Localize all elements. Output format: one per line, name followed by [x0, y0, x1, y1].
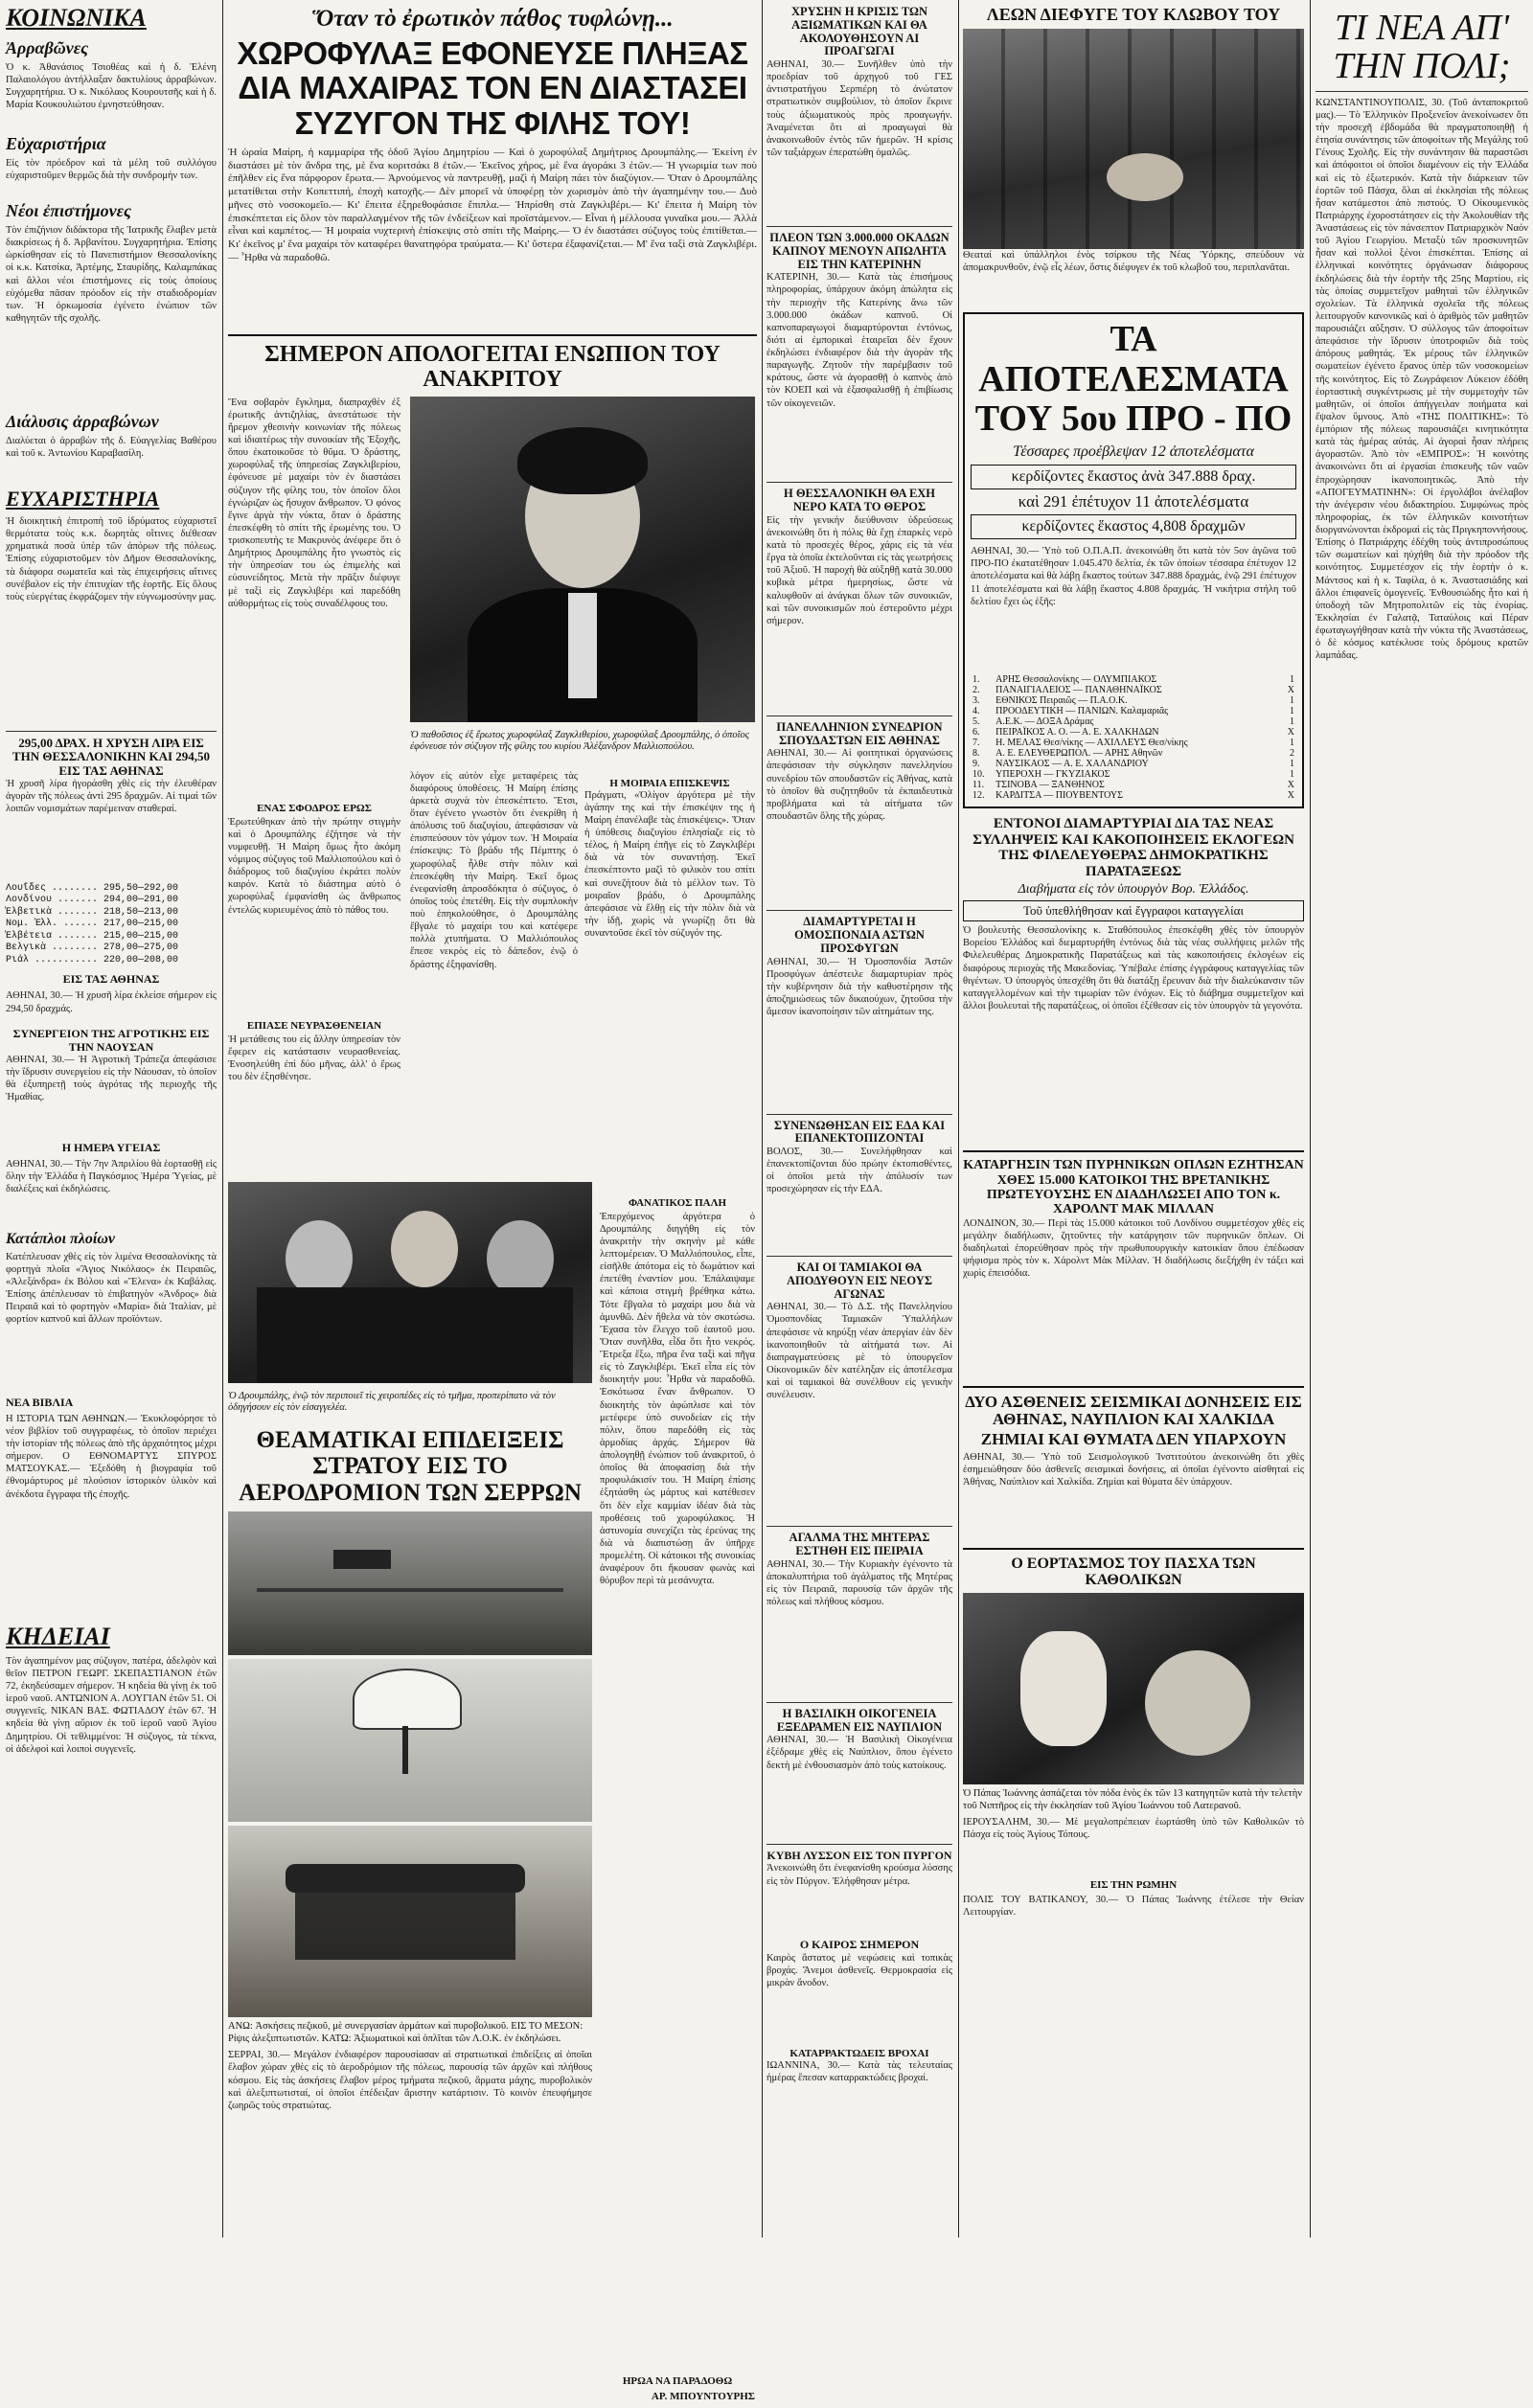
section-hero: ΗΡΩΑ ΝΑ ΠΑΡΑΔΟΘΩ	[622, 2374, 733, 2387]
coop-text: ΑΘΗΝΑΙ, 30.— Ἡ Ἀγροτικὴ Τράπεζα ἀπεφάσισε τὴν ἵδρυσιν συνεργείου εἰς τὴν Νάουσαν, τὸ ὁποῖον θὰ ἐξυπηρετῇ τοὺς ἀγρότας τῆς περιοχῆς τῆς Ἡμαθίας.	[6, 1054, 217, 1103]
result-sign: 1	[1290, 769, 1294, 781]
column-rule	[222, 0, 223, 2238]
main-lower-area	[228, 1182, 757, 2408]
right-headline: ΤΙ ΝΕΑ ΑΠ' ΤΗΝ ΠΟΛΙ;	[1333, 8, 1511, 86]
propo-title-2: ΤΟΥ 5ου ΠΡΟ - ΠΟ	[974, 398, 1293, 440]
result-sign: 1	[1290, 674, 1294, 686]
propo-line-3: κερδίζοντες ἕκαστος 4,808 δραχμῶν	[971, 514, 1296, 539]
col4	[963, 0, 1304, 2238]
main-body-col4: Ἐπερχόμενος ἀργότερα ὁ Δρουμπάλης διηγήθη εἰς τὸν ἀνακριτὴν τὴν σκηνὴν μὲ κάθε λεπτομέρειαν. Ὁ Μαλλιόπουλος, εἶπε, εἰσῆλθε ἀπότομα εἰς τὸ δωμάτιον καὶ ἐπετέθη ἐναντίον μου. Ἐπάλαιψαμε καὶ κάποια στιγμὴ βρέθηκα κάτω. Τότε ἔβγαλα τὸ μαχαίρι μου διὰ νὰ ἀμυνθῶ. Δὲν ἤθελα νὰ τὸν σκοτώσω. Ἔχασα τὸν ἔλεγχο τοῦ ἑαυτοῦ μου. Ὅταν συνῆλθα, εἶδα ὅτι ἦτο νεκρός. Ἔτρεξα ἔξω, πῆρα ἕνα ταξὶ καὶ πῆγα εἰς τὸ Ζαγκλιβέρι. Ἐκεῖ εἶπα εἰς τὸν διοικητήν μου: Ἦρθα νὰ παραδοθῶ. Ἐσκότωσα ἕναν ἄνθρωπον. Ὁ διοικητὴς τὸν ἀφώπλισε καὶ τὸν μετέφερε ὑπὸ συνοδείαν εἰς τὴν πόλιν, ὅπου παρεδόθη εἰς τὰς ἀρμοδίας ἀρχάς. Σήμερον θὰ ἀπολογηθῇ ἐνώπιον τοῦ ἀνακριτοῦ, ὁ ὁποῖος θὰ ἀποφασίσῃ διὰ τὴν προφυλάκισίν του. Ἡ Μαίρη ἐπίσης ἐξητάσθη ὡς μάρτυς καὶ κατέθεσεν ὅτι δὲν εἶχε καμμίαν ἰδέαν διὰ τὰς προθέσεις τοῦ χωροφύλακος. Ἡ ἀστυνομία συνεχίζει τὰς ἐρεύνας της διὰ νὰ διαπιστώσῃ ἂν ὑπῆρχε προμελέτη. Οἱ κάτοικοι τῆς συνοικίας ἀναφέρουν ὅτι ἤκουσαν φωνὰς καὶ θόρυβον περὶ τὰ μεσάνυχτα.	[600, 1211, 755, 1587]
result-row	[971, 790, 1296, 801]
thanks-text: Εἰς τὸν πρόεδρον καὶ τὰ μέλη τοῦ συλλόγου εὐχαριστοῦμεν θερμῶς διὰ τὴν συνδρομήν των.	[6, 158, 217, 182]
main-kicker: Ὅταν τὸ ἐρωτικὸν πάθος τυφλώνῃ...	[311, 6, 674, 32]
protest-story	[963, 816, 1304, 1145]
engagements-heading: Ἀρραβῶνες	[6, 38, 89, 57]
eda-headline: ΣΥΝΕΝΩΘΗΣΑΝ ΕΙΣ ΕΔΑ ΚΑΙ ΕΠΑΝΕΚΤΟΠΙΖΟΝΤΑΙ	[773, 1118, 946, 1146]
easter-caption: Ὁ Πάπας Ἰωάννης ἀσπάζεται τὸν πόδα ἑνὸς ἐκ τῶν 13 κατηγητῶν κατὰ τὴν τελετὴν τοῦ Νιπτῆρος εἰς τὴν ἐκκλησίαν τοῦ Ἁγίου Ἰωάννου τοῦ Λατερανοῦ.	[963, 1788, 1302, 1811]
athens-gold-text: ΑΘΗΝΑΙ, 30.— Ἡ χρυσῆ λίρα ἐκλείσε σήμερον εἰς 294,50 δραχμάς.	[6, 990, 217, 1014]
social-heading: ΚΟΙΝΩΝΙΚΑ	[6, 4, 147, 32]
books-heading: ΝΕΑ ΒΙΒΛΙΑ	[6, 1395, 74, 1409]
result-row	[971, 695, 1296, 706]
propo-text: ΑΘΗΝΑΙ, 30.— Ὑπὸ τοῦ Ο.Π.Α.Π. ἀνεκοινώθη ὅτι κατὰ τὸν 5ον ἀγῶνα τοῦ ΠΡΟ-ΠΟ ἐκατατέθησαν 1.045.470 δελτία, ἐκ τῶν ὁποίων τέσσαρα ἐπέτυχον 12 ἀποτελέσματα καὶ θὰ λάβῃ ἕκαστος τούτων 347.888 δραχμάς, ἐνῷ 291 ἐπέτυχον 11 ἀποτελέσματα καὶ θὰ λάβῃ ἕκαστος 4.808 δραχμάς. Ἡ νικήτρια στήλη τοῦ δελτίου ἔχει ὡς ἑξῆς:	[971, 546, 1296, 607]
result-match: Η. ΜΕΛΑΣ Θεσ/νίκης — ΑΧΙΛΛΕΥΣ Θεσ/νίκης	[995, 738, 1188, 749]
ships-heading: Κατάπλοι πλοίων	[6, 1230, 115, 1247]
result-sign: 1	[1290, 759, 1294, 770]
students-headline: ΠΑΝΕΛΛΗΝΙΟΝ ΣΥΝΕΔΡΙΟΝ ΣΠΟΥΔΑΣΤΩΝ ΕΙΣ ΑΘΗΝΑΣ	[776, 719, 943, 747]
result-number: 7.	[972, 738, 980, 749]
news-column	[766, 0, 952, 2238]
result-number: 3.	[972, 695, 980, 707]
lion-photo	[963, 29, 1304, 249]
result-match: ΠΡΟΟΔΕΥΤΙΚΗ — ΠΑΝΙΩΝ. Καλαμαριᾶς	[995, 706, 1169, 717]
result-row	[971, 759, 1296, 769]
result-row	[971, 674, 1296, 685]
main-story	[228, 0, 757, 2402]
royal-headline: Η ΒΑΣΙΛΙΚΗ ΟΙΚΟΓΕΝΕΙΑ ΕΞΕΔΡΑΜΕΝ ΕΙΣ ΝΑΥΠΛΙΟΝ	[776, 1706, 943, 1734]
result-match: ΚΑΡΔΙΤΣΑ — ΠΙΟΥΒΕΝΤΟΥΣ	[995, 790, 1123, 802]
nuke-headline: ΚΑΤΑΡΓΗΣΙΝ ΤΩΝ ΠΥΡΗΝΙΚΩΝ ΟΠΛΩΝ ΕΖΗΤΗΣΑΝ ΧΘΕΣ 15.000 ΚΑΤΟΙΚΟΙ ΤΗΣ ΒΡΕΤΑΝΙΚΗΣ ΠΡΩΤΕΥΟΥΣΗΣ ΕΝ ΔΙΑΔΗΛΩΣΕΙ ΑΠΟ ΤΟΝ κ. ΧΑΡΟΛΝΤ ΜΑΚ ΜΙΛΛΑΝ	[963, 1158, 1304, 1217]
result-match: Α.Ε.Κ. — ΔΟΞΑ Δράμας	[995, 716, 1094, 728]
result-sign: 1	[1290, 716, 1294, 728]
rabies-text: Ἀνεκοινώθη ὅτι ἐνεφανίσθη κρούσμα λύσσης εἰς τὸν Πύργον. Ἐλήφθησαν μέτρα.	[766, 1863, 952, 1887]
left-column	[6, 0, 217, 2238]
result-number: 5.	[972, 716, 980, 728]
main-body-col3: Πράγματι, «Ὀλίγον ἀργότερα μὲ τὴν ἀγάπην της καὶ τὴν ἐπισκέψιν της ἡ Μαίρη ἐπανέλαβε τὰς ἐπισκέψεις». Ὅταν ἡ ὑπόθεσις διαζυγίου ἐπλησίαζε εἰς τὸ τέλος, ἡ Μαίρη ἐπῆγε εἰς τὸ Ζαγκλιβέρι διὰ νὰ τὸν συναντήσῃ. Ἐκεῖ ἐπεσκέπτοντο μαζὶ τὸ φιλικὸν του σπίτι καὶ συνεζήτουν διὰ τὸ μέλλον των. Τὸ μοιραῖον βράδυ, ὁ Δρουμπάλης ἀπεφάσισε νὰ ἔλθῃ εἰς τὴν πόλιν διὰ νὰ τὴν ἰδῇ, χωρὶς νὰ γνωρίζῃ ὅτι θὰ συναντοῦσε ἐκεῖ τὸν σύζυγόν της.	[584, 789, 755, 940]
gold-text: Ἡ χρυσῆ λίρα ἠγοράσθη χθὲς εἰς τὴν ἐλευθέραν ἀγορὰν τῆς πόλεως ἀντὶ 295 δραχμῶν. Αἱ τιμαὶ τῶν λοιπῶν νομισμάτων παρέμειναν σταθεραί.	[6, 778, 217, 815]
result-match: ΝΑΥΣΙΚΑΟΣ — Α. Ε. ΧΑΛΑΝΔΡΙΟΥ	[995, 759, 1149, 770]
propo-sub: Τέσσαρες προέβλεψαν 12 ἀποτελέσματα	[1013, 443, 1254, 461]
scientists-heading: Νέοι ἐπιστήμονες	[6, 201, 132, 220]
gratitude-text: Ἡ διοικητικὴ ἐπιτροπὴ τοῦ ἱδρύματος εὐχαριστεῖ θερμότατα τοὺς κ.κ. δωρητὰς οἵτινες διέθεσαν χρηματικὰ ποσὰ ὑπὲρ τῶν ἀπόρων τῆς πόλεως. Ἐπίσης εὐχαριστοῦμεν τὸν Δῆμον Θεσσαλονίκης, τὰ διάφορα σωματεῖα καὶ τὰς ἐπιχειρήσεις αἵτινες συνέβαλον εἰς τὴν ἐπιτυχίαν τῆς ἑορτῆς. Εἰς ὅλους τοὺς εὐεργέτας ἐκφράζομεν τὴν εὐγνωμοσύνην μας.	[6, 516, 217, 602]
army-text: ΣΕΡΡΑΙ, 30.— Μεγάλον ἐνδιαφέρον παρουσίασαν αἱ στρατιωτικαὶ ἐπιδείξεις αἱ ὁποῖαι ἔλαβον χώραν χθὲς εἰς τὸ ἀεροδρόμιον τῆς πόλεως, παρουσίᾳ τῶν ἀρχῶν καὶ πλήθους κόσμου. Εἰς τὰς ἀσκήσεις ἔλαβον μέρος τμήματα πεζικοῦ, ἅρματα μάχης, πυροβολικὸν καὶ ἀλεξιπτωτισταί, οἱ ὁποῖοι ἐπέδειξαν ἄριστην κατάρτισιν. Τὸ κοινὸν ἐπευφήμησε ζωηρῶς τοὺς στρατιώτας.	[228, 2050, 592, 2111]
weather-headline: Ο ΚΑΙΡΟΣ ΣΗΜΕΡΟΝ	[799, 1938, 920, 1952]
result-match: ΕΘΝΙΚΟΣ Πειραιῶς — Π.Α.Ο.Κ.	[995, 695, 1128, 707]
propo-line-1: κερδίζοντες ἕκαστος ἀνὰ 347.888 δραχ.	[971, 465, 1296, 489]
army-story	[228, 1427, 592, 2193]
result-sign: 1	[1290, 695, 1294, 707]
nuke-text: ΛΟΝΔΙΝΟΝ, 30.— Περὶ τὰς 15.000 κάτοικοι τοῦ Λονδίνου συμμετέσχον χθὲς εἰς μεγάλην διαδήλωσιν, ζητοῦντες τὴν κατάργησιν τῶν πυρηνικῶν ὅπλων. Οἱ διαδηλωταὶ ἐπορεύθησαν πρὸς τὴν πρωθυπουργικὴν κατοικίαν ὅπου ἐπέδωσαν ψήφισμα πρὸς τὸν κ. Χάρολντ Μὰκ Μίλλαν. Ἡ διαδήλωσις διεξήχθη ἐν τάξει καὶ χωρὶς ἐπεισόδια.	[963, 1217, 1304, 1280]
result-match: ΥΠΕΡΟΧΗ — ΓΚΥΖΙΑΚΟΣ	[995, 769, 1110, 781]
result-number: 6.	[972, 727, 980, 738]
main-body-area	[228, 397, 757, 1182]
result-number: 11.	[972, 780, 985, 791]
propo-title-1: ΤΑ ΑΠΟΤΕΛΕΣΜΑΤΑ	[978, 318, 1289, 399]
result-sign: 2	[1290, 748, 1294, 760]
army-photo-tanks	[228, 1511, 592, 1655]
officers-text: ΑΘΗΝΑΙ, 30.— Συνῆλθεν ὑπὸ τὴν προεδρίαν τοῦ ἀρχηγοῦ τοῦ ΓΕΣ ἀντιστρατήγου Σερπιέρη τὸ ἀνώτατον στρατιωτικὸν συμβούλιον, τὸ ὁποῖον ἔκρινε τοὺς ἀξιωματικοὺς πρὸς προαγωγήν. Ἀναμένεται ὅτι αἱ προαγωγαὶ θὰ ἀνακοινωθοῦν ἐντὸς τῶν ἡμερῶν. Ἡ κρίσις τῶν ταξιάρχων ἐπερατώθη ὁμαλῶς.	[766, 59, 952, 158]
weather-text: Καιρὸς ἄστατος μὲ νεφώσεις καὶ τοπικὰς βροχάς. Ἄνεμοι ἀσθενεῖς. Θερμοκρασία εἰς μικρὰν ἄνοδον.	[766, 1952, 952, 1988]
thanks-heading: Εὐχαριστήρια	[6, 134, 106, 153]
result-number: 8.	[972, 748, 980, 760]
statue-text: ΑΘΗΝΑΙ, 30.— Τὴν Κυριακὴν ἐγένοντο τὰ ἀποκαλυπτήρια τοῦ ἀγάλματος τῆς Μητέρας εἰς τὸν Πειραιᾶ, παρουσίᾳ τῶν ἀρχῶν τῆς πόλεως καὶ πλήθους κόσμου.	[766, 1558, 952, 1608]
scientists-text: Τὸν ἐπιζήνιον διδάκτορα τῆς Ἰατρικῆς ἔλαβεν μετὰ διακρίσεως ἡ δ. Ἀρβανίτου. Συγχαρητήρια. Ἐπίσης ὠρκίσθησαν εἰς τὸ Πανεπιστήμιον Θεσσαλονίκης οἱ κ.κ. Κατσίκα, Ἀρτέμης, Σταυρίδης, Καλαμπάκας καὶ ἄλλοι νέοι ἐπιστήμονες εἰς τοὺς ὁποίους εὐχόμεθα πᾶσαν πρόοδον εἰς τὴν σταδιοδρομίαν των. Ἡ ὁρκωμοσία ἐγένετο ἐνώπιον τῶν καθηγητῶν τῆς σχολῆς.	[6, 225, 217, 324]
result-sign: 1	[1290, 706, 1294, 717]
protest-sub-2: Τοῦ ὑπεθλήθησαν καὶ ἔγγραφοι καταγγελίαι	[963, 900, 1304, 921]
result-sign: X	[1287, 727, 1294, 738]
result-sign: X	[1287, 780, 1294, 791]
health-text: ΑΘΗΝΑΙ, 30.— Τὴν 7ην Ἀπριλίου θὰ ἑορτασθῇ εἰς ὅλην τὴν Ἑλλάδα ἡ Παγκόσμιος Ἡμέρα Ὑγείας, μὲ διαλέξεις καὶ ἐκδηλώσεις.	[6, 1158, 217, 1195]
result-number: 12.	[972, 790, 985, 802]
coop-heading: ΣΥΝΕΡΓΕΙΟΝ ΤΗΣ ΑΓΡΟΤΙΚΗΣ ΕΙΣ ΤΗΝ ΝΑΟΥΣΑΝ	[12, 1027, 210, 1054]
result-sign: X	[1287, 790, 1294, 802]
result-number: 2.	[972, 685, 980, 696]
main-body-col2: λόγον εἰς αὐτὸν εἶχε μεταφέρεις τὰς διαφόρους ὑποθέσεις. Ἡ Μαίρη ἐπίσης ἀρκετὰ συχνὰ τὸν ἐπεσκέπτετο. Ἔτσι, ὅταν ἐγένετο γνωστὸν ὅτι ἐνεκρίθη ἡ ἀπόλυσις τοῦ διαζυγίου, ἀπεφάσισαν νὰ ἐπισπεύσουν τὸν γάμον των. Ἡ Μοιραία ἐπίσκεψις: Τὸ βράδυ τῆς Πέμπτης ὁ χωροφύλαξ ἦλθε στὴν πόλιν καὶ ἐπεσκέφθη τὴν Μαίρη. Ἐκεῖ ὅμως ἐνεφανίσθη ἀπροσδόκητα ὁ σύζυγος, ὁ ὁποῖος τοὺς ἐπετέθη. Εἰς τὴν συμπλοκὴν ποὺ ἐπηκολούθησε, ὁ Δρουμπάλης ἔβγαλε τὸ μαχαίρι του καὶ κατέφερε πολλὰ χτυπήματα. Ὁ Μαλλιόπουλος ἔπεσε νεκρὸς εἰς τὸ δάπεδον, ἐνῷ ὁ δράστης ἐξηφανίσθη.	[410, 770, 578, 970]
arrest-photo	[228, 1182, 592, 1383]
protest-text: Ὁ βουλευτὴς Θεσσαλονίκης κ. Σταθόπουλος ἐπεσκέφθη χθὲς τὸν ὑπουργὸν Βορείου Ἑλλάδος καὶ διεμαρτυρήθη ἐντόνως διὰ τὰς νέας συλλήψεις μελῶν τῆς Φιλελευθέρας Δημοκρατικῆς Παρατάξεως καὶ τὰς κακοποιήσεις ἐκλογέων εἰς διαφόρους περιοχὰς τῆς Μακεδονίας. Ὑπέβαλε ἐπίσης ἐγγράφους καταγγελίας τῶν θιγέντων. Ὁ ὑπουργὸς ὑπεσχέθη ὅτι θὰ διατάξῃ ἔρευναν διὰ τὴν διαλεύκανσιν τῶν καταγγελλομένων καὶ τὴν τιμωρίαν τῶν ἐνόχων. Εἰς τὸ διάβημα συμμετεῖχον καὶ ἄλλοι βουλευταὶ τῆς παρατάξεως, οἱ ὁποῖοι ἐξέθεσαν εἰς τὸν ὑπουργὸν τὰ γεγονότα.	[963, 925, 1304, 1011]
tamiakoi-text: ΑΘΗΝΑΙ, 30.— Τὸ Δ.Σ. τῆς Πανελληνίου Ὁμοσπονδίας Ταμιακῶν Ὑπαλλήλων ἀπεφάσισε νὰ κηρύξῃ νέαν ἀπεργίαν ἐὰν δὲν ἱκανοποιηθοῦν τὰ αἰτήματά των. Αἱ διαπραγματεύσεις μὲ τὸ ὑπουργεῖον Οἰκονομικῶν δὲν κατέληξαν εἰς ἀποτέλεσμα καὶ οἱ ταμιακοὶ θὰ συνέλθουν εἰς γενικὴν συνέλευσιν.	[766, 1302, 952, 1401]
army-photo-soldiers	[228, 1826, 592, 2017]
arrest-photo-caption: Ὁ Δρουμπάλης, ἐνῷ τὸν περιποιεῖ τὶς χειροπέδες εἰς τὸ τμῆμα, προπερίπατο νὰ τὸν ὁδηγήσουν εἰς τὸν εἰσαγγελέα.	[228, 1390, 556, 1414]
statue-headline: ΑΓΑΛΜΑ ΤΗΣ ΜΗΤΕΡΑΣ ΕΣΤΗΘΗ ΕΙΣ ΠΕΙΡΑΙΑ	[789, 1531, 930, 1557]
water-headline: Η ΘΕΣΣΑΛΟΝΙΚΗ ΘΑ ΕΧΗ ΝΕΡΟ ΚΑΤΑ ΤΟ ΘΕΡΟΣ	[783, 487, 936, 513]
section-visits: Η ΜΟΙΡΑΙΑ ΕΠΙΣΚΕΨΙΣ	[609, 777, 730, 789]
officers-headline: ΧΡΥΣΗΝ Η ΚΡΙΣΙΣ ΤΩΝ ΑΞΙΩΜΑΤΙΚΩΝ ΚΑΙ ΘΑ ΑΚΟΛΟΥΘΗΣΟΥΝ ΑΙ ΠΡΟΑΓΩΓΑΙ	[790, 5, 928, 58]
broken-engagement-text: Διαλύεται ὁ ἀρραβὼν τῆς δ. Εὐαγγελίας Βαθέρου καὶ τοῦ κ. Ἀντωνίου Καραβασίλη.	[6, 436, 217, 460]
result-number: 10.	[972, 769, 985, 781]
signature: ΑΡ. ΜΠΟΥΝΤΟΥΡΗΣ	[651, 2390, 755, 2402]
ships-text: Κατέπλευσαν χθὲς εἰς τὸν λιμένα Θεσσαλονίκης τὰ φορτηγὰ πλοῖα «Ἄγιος Νικόλαος» ἐκ Πειραιῶς, «Ἀλεξάνδρα» ἐκ Βόλου καὶ «Ἕλενα» ἐκ Καβάλας. Ἐπίσης ἀπέπλευσαν τὸ ἐπιβατηγὸν «Ἀνδρος» διὰ Πειραιᾶ καὶ τὸ φορτηγὸν «Μαρία» διὰ Ἰταλίαν, μὲ φορτίον καπνοῦ καὶ ἄλλων προϊόντων.	[6, 1251, 217, 1326]
main-sub: ΣΗΜΕΡΟΝ ΑΠΟΛΟΓΕΙΤΑΙ ΕΝΩΠΙΟΝ ΤΟΥ ΑΝΑΚΡΙΤΟΥ	[264, 341, 721, 393]
funerals-text: Τὸν ἀγαπημένον μας σύζυγον, πατέρα, ἀδελφὸν καὶ θεῖον ΠΕΤΡΟΝ ΓΕΩΡΓ. ΣΚΕΠΑΣΤΙΑΝΟΝ ἐτῶν 72, ἐκηδεύσαμεν σήμερον. Ἡ κηδεία θὰ γίνῃ ἐκ τοῦ ἱεροῦ ναοῦ. ΑΝΤΩΝΙΟΝ Α. ΛΟΥΓΙΑΝ ἐτῶν 51. Οἱ συγγενεῖς. ΝΙΚΑΝ ΒΑΣ. ΦΩΤΙΑΔΟΥ ἐτῶν 67. Ἡ κηδεία θὰ γίνῃ αὔριον ἐκ τοῦ ἱεροῦ ναοῦ Ἁγίου Δημητρίου. Οἱ τεθλιμμένοι: Ἡ σύζυγος, τὰ τέκνα, οἱ ἀδελφοὶ καὶ λοιποὶ συγγενεῖς.	[6, 1655, 217, 1755]
quake-text: ΑΘΗΝΑΙ, 30.— Ὑπὸ τοῦ Σεισμολογικοῦ Ἰνστιτούτου ἀνεκοινώθη ὅτι χθὲς ἐσημειώθησαν δύο ἀσθενεῖς σεισμικαὶ δονήσεις, αἱ ὁποῖαι ἐγένοντο αἰσθηταὶ εἰς Ἀθήνας, Ναύπλιον καὶ Χαλκίδα. Ζημίαι καὶ θύματα δὲν ὑπάρχουν.	[963, 1451, 1304, 1488]
easter-headline: Ο ΕΟΡΤΑΣΜΟΣ ΤΟΥ ΠΑΣΧΑ ΤΩΝ ΚΑΘΟΛΙΚΩΝ	[1011, 1555, 1256, 1589]
lion-caption: Θεαταί καὶ ὑπάλληλοι ἑνὸς τσίρκου τῆς Νέας Ὑόρκης, σπεύδουν νὰ ἀπομακρυνθοῦν, ἐνῷ εἷς λέων, ὅστις διέφυγεν ἐκ τοῦ κλωβοῦ του, περιπλανᾶται.	[963, 249, 1304, 273]
propo-box	[963, 312, 1304, 808]
rome-text: ΠΟΛΙΣ ΤΟΥ ΒΑΤΙΚΑΝΟΥ, 30.— Ὁ Πάπας Ἰωάννης ἐτέλεσε τὴν Θείαν Λειτουργίαν.	[963, 1895, 1304, 1919]
easter-photo	[963, 1593, 1304, 1784]
engagements-text: Ὁ κ. Ἀθανάσιος Τσιοθέας καὶ ἡ δ. Ἐλένη Παλαιολόγου ἀντήλλαξαν δακτυλίους ἀρραβώνων. Συγχαρητήρια. Ὁ κ. Νικόλαος Κουρουτσῆς καὶ ἡ δ. Μαρία Κουκουλιώτου ἐμνηστεύθησαν.	[6, 62, 217, 111]
section-nerves: ΕΠΙΑΣΕ ΝΕΥΡΑΣΘΕΝΕΙΑΝ	[246, 1019, 382, 1032]
result-row	[971, 780, 1296, 790]
army-headline: ΘΕΑΜΑΤΙΚΑΙ ΕΠΙΔΕΙΞΕΙΣ ΣΤΡΑΤΟΥ ΕΙΣ ΤΟ ΑΕΡΟΔΡΟΜΙΟΝ ΤΩΝ ΣΕΡΡΩΝ	[239, 1426, 582, 1506]
result-row	[971, 748, 1296, 759]
lion-headline: ΛΕΩΝ ΔΙΕΦΥΓΕ ΤΟΥ ΚΛΩΒΟΥ ΤΟΥ	[986, 5, 1281, 24]
rome-sub: ΕΙΣ ΤΗΝ ΡΩΜΗΝ	[1089, 1879, 1178, 1892]
army-caption: ΑΝΩ: Ἀσκήσεις πεζικοῦ, μὲ συνεργασίαν ἁρμάτων καὶ πυροβολικοῦ. ΕΙΣ ΤΟ ΜΕΣΟΝ: Ρίψις ἀλεξιπτωτιστῶν. ΚΑΤΩ: Ἀξιωματικοὶ καὶ ὁπλῖται τῶν Λ.Ο.Κ. ἐν ἐκδηλώσει.	[228, 2021, 583, 2044]
result-row	[971, 685, 1296, 695]
propo-results-table	[971, 674, 1296, 801]
column-rule	[1310, 0, 1311, 2238]
tobacco-text: ΚΑΤΕΡΙΝΗ, 30.— Κατὰ τὰς ἐπισήμους πληροφορίας, ὑπάρχουν ἀκόμη ἀπώλητα εἰς τὴν περιοχὴν τῆς Κατερίνης ἄνω τῶν 3.000.000 ὀκάδων καπνοῦ. Οἱ καπνοπαραγωγοὶ διαμαρτύρονται ἐντόνως, διότι αἱ ἐμπορικαὶ ἑταιρεῖαι δὲν ἔχουν ἐκδηλώσει ἐνδιαφέρον διὰ τὴν ἀγορὰν τῆς παραγωγῆς. Ζητοῦν τὴν παρέμβασιν τοῦ κράτους, ὥστε νὰ ἀγορασθῇ ὁ καπνὸς ἀπὸ τὸν ΚΟΕΠ καὶ νὰ ἐξασφαλισθῇ ἡ ἐπιβίωσις τῶν οἰκογενειῶν.	[766, 272, 952, 409]
water-text: Εἰς τὴν γενικὴν διεύθυνσιν ὑδρεύσεως ἀνεκοινώθη ὅτι ἡ πόλις θὰ ἔχῃ ἐπαρκὲς νερὸ κατὰ τὸ προσεχὲς θέρος, χάρις εἰς τὰ νέα ἔργα τὰ ὁποῖα ἐκτελοῦνται εἰς τὰς γεωτρήσεις τοῦ Ἀξιοῦ. Ἡ παροχὴ θὰ αὐξηθῇ κατὰ 30.000 κυβικὰ μέτρα ἡμερησίως, ὥστε νὰ καλυφθοῦν αἱ ἀνάγκαι ὅλων τῶν συνοικιῶν, καὶ τῶν συνοικισμῶν ποὺ ἐστεροῦντο μέχρι σήμερον.	[766, 514, 952, 626]
nerves-text: Ἡ μετάθεσις του εἰς ἄλλην ὑπηρεσίαν τὸν ἔφερεν εἰς κατάστασιν νευρασθενείας. Ἐνοσηλεύθη ἐπὶ δύο μῆνας, ἀλλ' ὁ ἔρως του δὲν ἐξησθένησε.	[228, 1034, 400, 1083]
refugees-headline: ΔΙΑΜΑΡΤΥΡΕΤΑΙ Η ΟΜΟΣΠΟΝΔΙΑ ΑΣΤΩΝ ΠΡΟΣΦΥΓΩΝ	[794, 915, 925, 955]
quake-headline: ΔΥΟ ΑΣΘΕΝΕΙΣ ΣΕΙΣΜΙΚΑΙ ΔΟΝΗΣΕΙΣ ΕΙΣ ΑΘΗΝΑΣ, ΝΑΥΠΛΙΟΝ ΚΑΙ ΧΑΛΚΙΔΑ	[965, 1392, 1302, 1429]
easter-text: ΙΕΡΟΥΣΑΛΗΜ, 30.— Μὲ μεγαλοπρέπειαν ἑωρτάσθη ὑπὸ τῶν Καθολικῶν τὸ Πάσχα εἰς τοὺς Ἁγίους Τόπους.	[963, 1817, 1304, 1841]
result-row	[971, 769, 1296, 780]
main-photo-caption: Ὁ παθοῦσιος ἐξ ἔρωτος χωροφύλαξ Ζαγκλιθερίου, χωροφύλαξ Δρουμπάλης, ὁ ὁποῖος ἐφόνευσε τὸν σύζυγον τῆς φίλης του κυρίου Ἀλέξανδρον Μαλλιοπούλου.	[410, 729, 750, 753]
currency-table: Λουΐδες ........ 295,50—292,00 Λονδίνου ....... 294,00—291,00 Ἐλβετικὰ ....... 218,50—213,00 Νομ. Ἑλλ. ...... 217,00—215,00 Ἐλβέτεια ....... 215,00—215,00 Βελγικὰ ........ 278,00—275,00 Ριάλ ........... 220,00—208,00	[6, 882, 179, 965]
result-number: 4.	[972, 706, 980, 717]
result-match: ΠΕΙΡΑΪΚΟΣ Α. Ο. — Α. Ε. ΧΑΛΚΗΔΩΝ	[995, 727, 1159, 738]
tamiakoi-headline: ΚΑΙ ΟΙ ΤΑΜΙΑΚΟΙ ΘΑ ΑΠΟΔΥΘΟΥΝ ΕΙΣ ΝΕΟΥΣ ΑΓΩΝΑΣ	[787, 1261, 932, 1301]
eros-text: Ἐρωτεύθηκαν ἀπὸ τὴν πρώτην στιγμὴν καὶ ὁ Δρουμπάλης ἐζήτησε νὰ τὴν νυμφευθῇ. Ἡ Μαίρη ὅμως ἦτο ἀκόμη νόμιμος σύζυγος τοῦ Μαλλιοπούλου καὶ ὁ διάδρομος τοῦ διαζυγίου ἐκράτει πολὺν καιρόν. Κατὰ τὸ διάστημα αὐτὸ ὁ χωροφύλαξ ἐμφανίσθη ὡς ἄνθρωπος ἐντελῶς κυριευμένος ἀπὸ τὸ πάθος του.	[228, 816, 400, 916]
main-lead: Ἡ ὡραία Μαίρη, ἡ καμμαρίρα τῆς ὁδοῦ Ἁγίου Δημητρίου — Καὶ ὁ χωροφύλαξ Δημήτριος Δρουμπάλης.— Ἐκείνη ἐν διαστάσει μὲ τὸν ἄνδρα της, μὲ ἕνα κοριτσάκι 8 ἐτῶν.— Ἐκεῖνος χήρος, μὲ ἕνα ἀγοράκι 3 ἐτῶν.— Ἡ γνωριμία των ποὺ ἐπῆλθεν εἰς ἕνα πάρφορον ἔρωτα.— Ἀρνούμενος νὰ παντρευθῇ, μαζὶ ἡ Μαίρη πάει τὸν διαζύγιον.— Ὅταν ὁ Δρουμπάλης μετατίθεται στὴν Κοπεττιπή, ἐποχὴ κατοχῆς.— Δὲν μπορεῖ νὰ ὑποφέρῃ τὸν χωρισμὸν ἀπὸ τὴν ἀγαπημένην του.— Δυὸ μῆνες στὸ νοσοκομεῖο.— Κι' ἔπειτα ἐξηρεθοφάσισε ἔπιπλα.— Ἠπρίσθη στὰ Ζαγκλιβέρι.— Κι' ἔπειτα ἡ Μαίρη τὸν ἐπισκέπτεται εἰς ὅλον τὸν παραλλαγμένον τῆς τῶν ἐνδείξεων καὶ προϊστάμενον.— Εἶναι ἡ μέλλουσα γυναῖκα μου.— Ἀλλὰ εἶναι καὶ καμπέτος.— Ἡ μοιραία νυχτερινὴ ἐπίσκεψις στὸ σπίτι τῆς Μαίρης.— Ὁ ἐν διαστάσει σύζυγος τοὺς ἐπιτίθεται.— Κι' ἐκεῖνος μ' ἕνα μαχαίρι τὸν καταφέρει θανατηφόρα τραύματα.— Κι' ὕστερα ἐξαφανίζεται.— Μ' ἕνα ταξὶ στὰ Ζαγκλιβέρι.— Ἦρθα νὰ παραδοθῶ.	[228, 146, 757, 263]
rain-text: ΙΩΑΝΝΙΝΑ, 30.— Κατὰ τὰς τελευταίας ἡμέρας ἔπεσαν καταρρακτώδεις βροχαί.	[766, 2059, 952, 2083]
section-eros: ΕΝΑΣ ΣΦΟΔΡΟΣ ΕΡΩΣ	[257, 802, 372, 814]
gold-heading: 295,00 ΔΡΑΧ. Η ΧΡΥΣΗ ΛΙΡΑ ΕΙΣ ΤΗΝ ΘΕΣΣΑΛΟΝΙΚΗΝ ΚΑΙ 294,50 ΕΙΣ ΤΑΣ ΑΘΗΝΑΣ	[11, 736, 211, 778]
broken-engagement-heading: Διάλυσις ἀρραβώνων	[6, 412, 159, 431]
books-text: Η ΙΣΤΟΡΙΑ ΤΩΝ ΑΘΗΝΩΝ.— Ἐκυκλοφόρησε τὸ νέον βιβλίον τοῦ συγγραφέως, τὸ ὁποῖον περιέχει τὴν ἱστορίαν τῆς πόλεως ἀπὸ τῆς ἀρχαιότητος μέχρι σήμερον. Ο ΕΘΝΟΜΑΡΤΥΣ ΣΠΥΡΟΣ ΜΑΤΣΟΥΚΑΣ.— Ἐξεδόθη ἡ βιογραφία τοῦ ἐθνομάρτυρος μὲ πλούσιον ἱστορικὸν ὑλικὸν καὶ ἀνέκδοτα ἔγγραφα τῆς ἐποχῆς.	[6, 1413, 217, 1500]
result-match: ΑΡΗΣ Θεσσαλονίκης — ΟΛΥΜΠΙΑΚΟΣ	[995, 674, 1157, 686]
right-text: ΚΩΝΣΤΑΝΤΙΝΟΥΠΟΛΙΣ, 30. (Τοῦ ἀνταποκριτοῦ μας).— Τὸ Ἑλληνικὸν Προξενεῖον ἀνεκοίνωσεν ὅτι τὴν προσεχῆ ἑβδομάδα θὰ πραγματοποιηθῇ ἡ ἐτησία συνάντησις τῶν ἀποφοίτων τῆς Μεγάλης τοῦ Γένους Σχολῆς. Εἰς τὴν συνάντησιν θὰ παραστῶσι καὶ ἀπόφοιτοι οἱ ὁποῖοι διαμένουν εἰς τὴν Ἑλλάδα καὶ εἰς τὸ ἐξωτερικόν. Κατὰ τὴν διάρκειαν τῶν ἑορτῶν τοῦ Πάσχα, ὅλαι αἱ ἐκκλησίαι τῆς πόλεως ἦσαν κατάμεστοι ἀπὸ πιστούς. Ὁ Οἰκουμενικὸς Πατριάρχης ἐχοροστάτησεν εἰς τὴν Ἀκολουθίαν τῆς Ἀναστάσεως εἰς τὸν πάνσεπτον Πατριαρχικὸν Ναόν τοῦ Ἁγίου Γεωργίου. Μεταξὺ τῶν προσκυνητῶν ἦσαν καὶ πολλοὶ ξένοι ἐπισκέπται. Ἐπίσης αἱ ἑλληνικαὶ κοινότητες ὀργάνωσαν διάφορους ἐκδηλώσεις διὰ τὴν ἑορτὴν τῆς 25ης Μαρτίου, εἰς τὰς ὁποίας συμμετεῖχον μαθηταὶ τῶν ἑλληνικῶν σχολείων. Τὰ ἑλληνικὰ σχολεῖα τῆς πόλεως λειτουργοῦν κανονικῶς καὶ ὁ ἀριθμὸς τῶν μαθητῶν παρουσιάζει αὔξησιν. Ὁ σύλλογος τῶν ἀποφοίτων ἀπεφάσισε τὴν ἵδρυσιν ὑποτροφιῶν διὰ τοὺς ἀπόρους μαθητάς. Ἐκ μέρους τῶν ἑλληνικῶν σωματείων ἐγένετο ἔρανος ὑπὲρ τῶν νοσοκομείων τῆς κοινότητος. Εἰς τὸ Ζωγράφειον Λύκειον ἐδόθη ἑορταστικὴ συγκέντρωσις μὲ τὴν συμμετοχὴν τῶν μαθητῶν, οἱ ὁποῖοι ἀπήγγειλαν ποιήματα καὶ ἔψαλον ὕμνους. Ἀπὸ «ΤΗΣ ΠΟΛΙΤΙΚΗΣ»: Τὸ ἐμπόριον τῆς πόλεως παρουσιάζει κινητικότητα κατὰ τὰς ἡμέρας αὐτάς. Αἱ ἀγοραὶ ἦσαν πλήρεις ἀγοραστῶν. Ἀπὸ τὸν «ΕΜΠΡΟΣ»: Ἡ κοινότης ἀνακοινώνει ὅτι αἱ ἐργασίαι ἐπισκευῆς τῶν ναῶν ἐπροχώρησαν ἱκανοποιητικῶς. Ἀπὸ τὴν «ΑΠΟΓΕΥΜΑΤΙΝΗΝ»: Οἱ ἐργολάβοι ἀνέλαβον τὴν ἀνέγερσιν νέου διδακτηρίου. Συμφώνως πρὸς πληροφορίας, ἐκ τῶν ἑλληνικῶν κοινοτήτων διοργανώνονται ἐκδρομαὶ εἰς τὰς Πριγκηποννήσους. Ἐπίσης ὁ Πατριάρχης ἐδέχθη τοὺς ἀντιπροσώπους τῶν σωματείων καὶ ηὐχήθη διὰ τὴν πρόοδον τῆς κοινότητος. Συμμετέσχον εἰς τὴν ἑορτὴν ὁ κ. Μάντσος καὶ ἡ κ. Ταφίλα, ὁ κ. Ἀναστασιάδης καὶ ἄλλοι ἐπιφανεῖς ὁμογενεῖς. Ἐνθουσιώδης ἦτο καὶ ἡ ὑποδοχὴ τῶν Μητροπολιτῶν εἰς τὰς ἐνορίας. Ἐκκλησίαι ἐν Γαλατᾷ, Ταταύλοις καὶ Πέραν ἐφωταγωγήθησαν κατὰ τὴν νύκτα τῆς Ἀναστάσεως, ὁ δὲ κόσμος κατέκλυσε τοὺς δρόμους κρατῶν λαμπάδας.	[1316, 97, 1528, 662]
students-text: ΑΘΗΝΑΙ, 30.— Αἱ φοιτητικαὶ ὀργανώσεις ἀπεφάσισαν τὴν σύγκλησιν πανελληνίου συνεδρίου τῶν σπουδαστῶν εἰς Ἀθήνας, κατὰ τὸ ὁποῖον θὰ συζητηθοῦν τὰ ἐκπαιδευτικὰ προβλήματα καὶ τὰ αἰτήματα τῶν σπουδαστῶν ὅλης τῆς χώρας.	[766, 748, 952, 822]
column-rule	[762, 0, 763, 2238]
funerals-heading: ΚΗΔΕΙΑΙ	[6, 1622, 110, 1650]
tobacco-headline: ΠΛΕΟΝ ΤΩΝ 3.000.000 ΟΚΑΔΩΝ ΚΑΠΝΟΥ ΜΕΝΟΥΝ ΑΠΩΛΗΤΑ ΕΙΣ ΤΗΝ ΚΑΤΕΡΙΝΗΝ	[769, 231, 950, 271]
result-number: 9.	[972, 759, 980, 770]
result-match: ΠΑΝΑΙΓΙΑΛΕΙΟΣ — ΠΑΝΑΘΗΝΑΪΚΟΣ	[995, 685, 1162, 696]
royal-text: ΑΘΗΝΑΙ, 30.— Ἡ Βασιλικὴ Οἰκογένεια ἐξέδραμε χθὲς εἰς Ναύπλιον, ὅπου ἐγένετο δεκτὴ μὲ ἐνθουσιασμὸν ἀπὸ τοὺς κατοίκους.	[766, 1735, 952, 1771]
protest-headline: ΕΝΤΟΝΟΙ ΔΙΑΜΑΡΤΥΡΙΑΙ ΔΙΑ ΤΑΣ ΝΕΑΣ ΣΥΛΛΗΨΕΙΣ ΚΑΙ ΚΑΚΟΠΟΙΗΣΕΙΣ ΕΚΛΟΓΕΩΝ ΤΗΣ ΦΙΛΕΛΕΥΘΕΡΑΣ ΔΗΜΟΚΡΑΤΙΚΗΣ ΠΑΡΑΤΑΞΕΩΣ	[972, 816, 1294, 879]
army-photo-parachute	[228, 1659, 592, 1822]
rain-headline: ΚΑΤΑΡΡΑΚΤΩΔΕΙΣ ΒΡΟΧΑΙ	[789, 2047, 929, 2059]
result-match: Α. Ε. ΕΛΕΥΘΕΡΩΠΟΛ. — ΑΡΗΣ Αθηνῶν	[995, 748, 1163, 760]
main-headline: ΧΩΡΟΦΥΛΑΞ ΕΦΟΝΕΥΣΕ ΠΛΗΞΑΣ ΔΙΑ ΜΑΧΑΙΡΑΣ ΤΟΝ ΕΝ ΔΙΑΣΤΑΣΕΙ ΣΥΖΥΓΟΝ ΤΗΣ ΦΙΛΗΣ ΤΟΥ!	[237, 35, 748, 141]
result-number: 1.	[972, 674, 980, 686]
propo-line-2: καὶ 291 ἐπέτυχον 11 ἀποτελέσματα	[1018, 492, 1249, 511]
column-rule	[958, 0, 959, 2238]
gratitude-heading: ΕΥΧΑΡΙΣΤΗΡΙΑ	[6, 487, 160, 511]
main-body-col1: Ἕνα σοβαρὸν ἔγκλημα, διαπραχθὲν ἐξ ἐρωτικῆς ἀντιζηλίας, ἀνεστάτωσε τὴν ἤρεμον χθεσινὴν κοινωνίαν τῆς πόλεως καὶ ἰδιαιτέρως τὴν συνοικίαν τῆς Ἐξοχῆς, ὅπου ἐκατοικοῦσε τὸ θῦμα. Ὁ δράστης, χωροφύλαξ τῆς ὑπηρεσίας Ζαγκλιβερίου, ἐφόνευσε μὲ μαχαίρι τὸν ἐν διαστάσει σύζυγον τῆς φίλης του, τὸν ὁποῖον ὅλοι ἐγνώριζαν ὡς ἥσυχον ἄνθρωπον. Ὁ φόνος ἔγινε ἀργὰ τὴν νύκτα, ὅταν ὁ δράστης ἐπεσκέφθη τὸ σπίτι τῆς ἐρωμένης του. Ὁ τρισκοπευτὴς τε Μακρυνὸς ἀνέφερε ὅτι ὁ Δημήτριος Δρουμπάλης ἦτο γνωστὸς εἰς τὴν ὑπηρεσίαν του ὡς ἐπιμελὴς καὶ εὐσυνείδητος. Μετὰ τὴν πρᾶξιν διέφυγε μὲ ταξὶ εἰς Ζαγκλιβέρι καὶ παρεδόθη αὐθορμήτως εἰς τοὺς συναδέλφους του.	[228, 397, 400, 609]
main-photo-portrait	[410, 397, 755, 722]
result-sign: 1	[1290, 738, 1294, 749]
rabies-headline: ΚΥΒΗ ΛΥΣΣΟΝ ΕΙΣ ΤΟΝ ΠΥΡΓΟΝ	[766, 1849, 952, 1863]
result-row	[971, 727, 1296, 738]
result-row	[971, 706, 1296, 716]
quake-sub: ΖΗΜΙΑΙ ΚΑΙ ΘΥΜΑΤΑ ΔΕΝ ΥΠΑΡΧΟΥΝ	[980, 1430, 1287, 1449]
section-fight: ΦΑΝΑΤΙΚΟΣ ΠΑΛΗ	[628, 1196, 727, 1209]
eda-text: ΒΟΛΟΣ, 30.— Συνελήφθησαν καὶ ἐπανεκτοπίζονται δύο πρώην ἐκτοπισθέντες, οἱ ὁποῖοι μετὰ τὴν ἀπόλυσίν των προσεχώρησαν εἰς τὴν ΕΔΑ.	[766, 1147, 952, 1195]
result-row	[971, 738, 1296, 748]
refugees-text: ΑΘΗΝΑΙ, 30.— Ἡ Ὁμοσπονδία Ἀστῶν Προσφύγων ἀπέστειλε διαμαρτυρίαν πρὸς τὴν κυβέρνησιν διὰ τὴν καθυστέρησιν τῆς ἀποζημιώσεως τῶν δικαιούχων, ζητοῦσα τὴν ἄμεσον ἱκανοποίησιν τῶν αἰτημάτων της.	[766, 956, 952, 1017]
protest-sub-1: Διαβήματα εἰς τὸν ὑπουργὸν Βορ. Ἑλλάδος.	[1018, 882, 1249, 897]
health-heading: Η ΗΜΕΡΑ ΥΓΕΙΑΣ	[61, 1140, 161, 1154]
result-row	[971, 716, 1296, 727]
result-sign: X	[1287, 685, 1294, 696]
right-column	[1316, 0, 1528, 2238]
gold-table-heading: ΕΙΣ ΤΑΣ ΑΘΗΝΑΣ	[62, 972, 160, 987]
result-match: ΤΣΙΝΟΒΑ — ΞΑΝΘΗΝΟΣ	[995, 780, 1105, 791]
